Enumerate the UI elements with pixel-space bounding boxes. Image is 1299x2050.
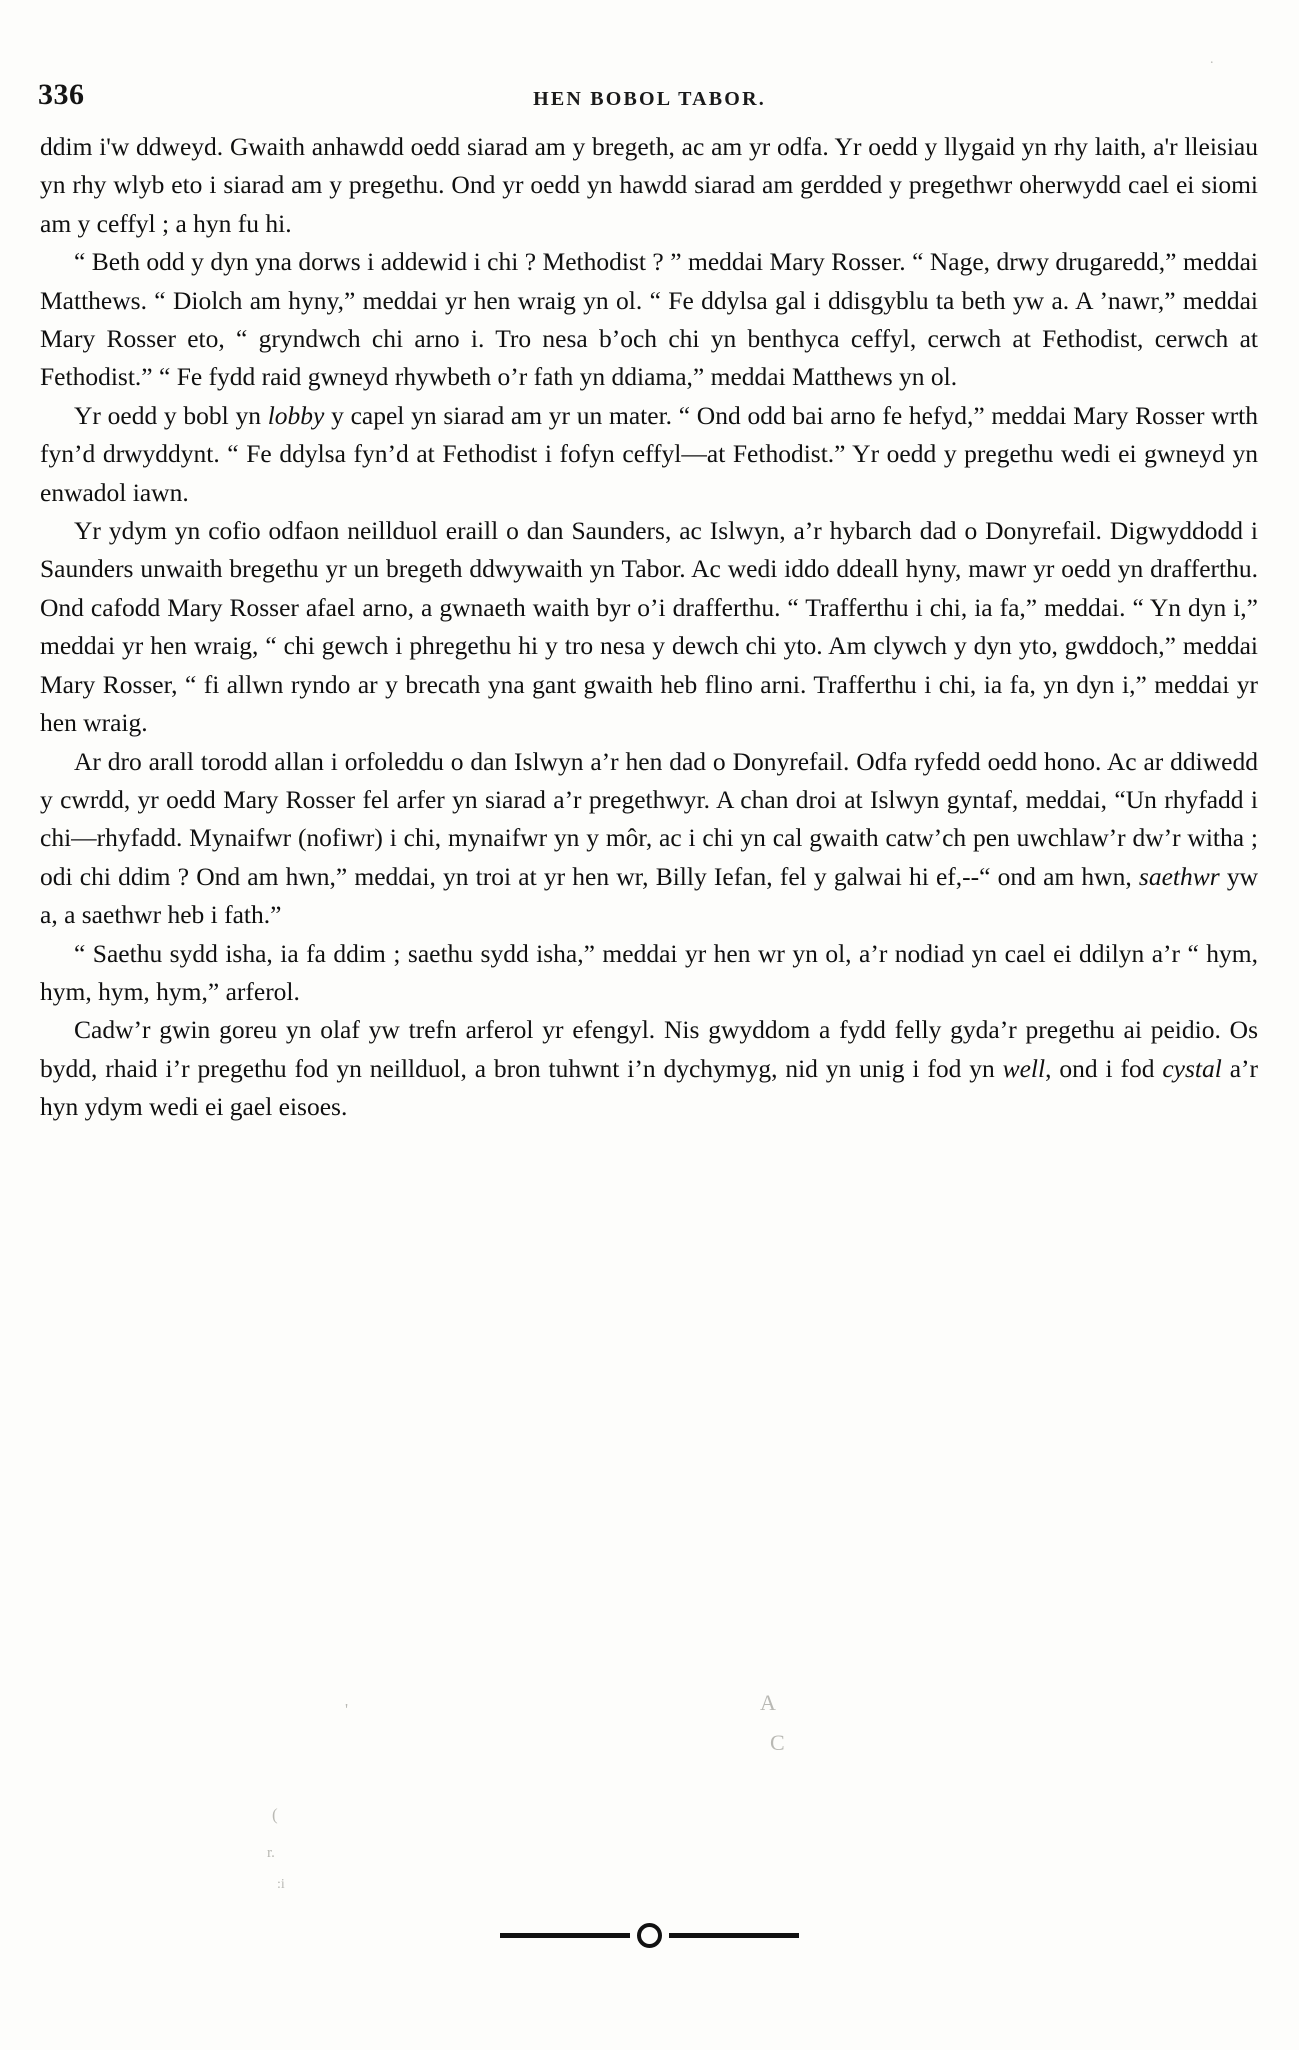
text-run: a’r hyn ydym wedi ei gael eisoes. bbox=[40, 1053, 1258, 1122]
text-run: ddim i'w ddweyd. Gwaith anhawdd oedd siarad am y bregeth, ac am yr odfa. Yr oedd y llygaid yn rhy laith, a'r lleisiau yn rhy wlyb eto i siarad am y pregethu. Ond yr oedd yn hawdd siarad am gerdded y pregethwr oherwydd cael ei siomi am y ceffyl ; a hyn fu hi. bbox=[40, 132, 1258, 238]
ornament-rule-right bbox=[669, 1933, 799, 1938]
text-run: Yr oedd y bobl yn bbox=[74, 400, 268, 430]
scan-mark: A bbox=[760, 1690, 776, 1715]
page-number: 336 bbox=[38, 78, 85, 111]
paragraph bbox=[40, 512, 1258, 742]
text-run: Yr ydym yn cofio odfaon neillduol eraill o dan Saunders, ac Islwyn, a’r hybarch dad o Donyrefail. Digwyddodd i Saunders unwaith bregethu yr un bregeth ddwywaith yn Tabor. Ac wedi iddo ddeall hyny, mawr yr oedd yn drafferthu. Ond cafodd Mary Rosser afael arno, a gwnaeth waith byr o’i drafferthu. “ Trafferthu i chi, ia fa,” meddai. “ Yn dyn i,” meddai yr hen wraig, “ chi gewch i phregethu hi y tro nesa y dewch chi yto. Am clywch y dyn yto, gwddoch,” meddai Mary Rosser, “ fi allwn ryndo ar y brecath yna gant gwaith heb flino arni. Trafferthu i chi, ia fa, yn dyn i,” meddai yr hen wraig. bbox=[40, 516, 1258, 738]
emphasis-text: well bbox=[1002, 1053, 1046, 1083]
scan-mark: ' bbox=[345, 1700, 349, 1719]
paragraph bbox=[40, 128, 1258, 243]
page-body bbox=[40, 128, 1258, 1127]
ornament-rule-left bbox=[500, 1933, 630, 1938]
paragraph bbox=[40, 935, 1258, 1012]
page-header bbox=[0, 40, 1299, 111]
emphasis-text: saethwr bbox=[1138, 861, 1220, 891]
paragraph bbox=[40, 1011, 1258, 1126]
scan-mark: C bbox=[770, 1730, 785, 1755]
emphasis-text: lobby bbox=[267, 400, 325, 430]
emphasis-text: cystal bbox=[1162, 1053, 1222, 1083]
text-run: “ Saethu sydd isha, ia fa ddim ; saethu sydd isha,” meddai yr hen wr yn ol, a’r nodiad yn cael ei ddilyn a’r “ hym, hym, hym, hym,” arferol. bbox=[40, 938, 1258, 1006]
running-head: HEN BOBOL TABOR. bbox=[533, 88, 766, 110]
scan-mark: . bbox=[1210, 52, 1214, 67]
text-run: “ Beth odd y dyn yna dorws i addewid i chi ? Methodist ? ” meddai Mary Rosser. “ Nage, drwy drugaredd,” meddai Matthews. “ Diolch am hyny,” meddai yr hen wraig yn ol. “ Fe ddylsa gal i ddisgyblu ta beth yw a. A ’nawr,” meddai Mary Rosser eto, “ gryndwch chi arno i. Tro nesa b’och chi yn benthyca ceffyl, cerwch at Fethodist, cerwch at Fethodist.” “ Fe fydd raid gwneyd rhywbeth o’r fath yn ddiama,” meddai Matthews yn ol. bbox=[40, 247, 1258, 392]
text-run: yw a, a saethwr heb i fath.” bbox=[40, 861, 1258, 930]
ornament-ring-icon bbox=[637, 1923, 662, 1948]
scan-mark: ( bbox=[272, 1805, 278, 1824]
text-run: y capel yn siarad am yr un mater. “ Ond odd bai arno fe hefyd,” meddai Mary Rosser wrth fyn’d drwyddynt. “ Fe ddylsa fyn’d at Fethodist i fofyn ceffyl—at Fethodist.” Yr oedd y pregethu wedi ei gwneyd yn enwadol iawn. bbox=[40, 400, 1258, 507]
section-ornament bbox=[0, 1920, 1299, 1950]
scan-mark: :i bbox=[277, 1877, 285, 1892]
text-run: Cadw’r gwin goreu yn olaf yw trefn arferol yr efengyl. Nis gwyddom a fydd felly gyda’r pregethu ai peidio. Os bydd, rhaid i’r pregethu fod yn neillduol, a bron tuhwnt i’n dychymyg, nid yn unig i fod yn bbox=[40, 1015, 1258, 1083]
scan-mark: r. bbox=[267, 1845, 275, 1861]
text-run: Ar dro arall torodd allan i orfoleddu o dan Islwyn a’r hen dad o Donyrefail. Odfa ryfedd oedd hono. Ac ar ddiwedd y cwrdd, yr oedd Mary Rosser fel arfer yn siarad a’r pregethwyr. A chan droi at Islwyn gyntaf, meddai, “Un rhyfadd i chi—rhyfadd. Mynaifwr (nofiwr) i chi, mynaifwr yn y môr, ac i chi yn cal gwaith catw’ch pen uwchlaw’r dw’r witha ; odi chi ddim ? Ond am hwn,” meddai, yn troi at yr hen wr, Billy Iefan, fel y galwai hi ef,--“ ond am hwn, bbox=[40, 746, 1258, 891]
paragraph bbox=[40, 743, 1258, 935]
paragraph bbox=[40, 243, 1258, 397]
paragraph bbox=[40, 397, 1258, 512]
text-run: , ond i fod bbox=[1045, 1053, 1163, 1083]
